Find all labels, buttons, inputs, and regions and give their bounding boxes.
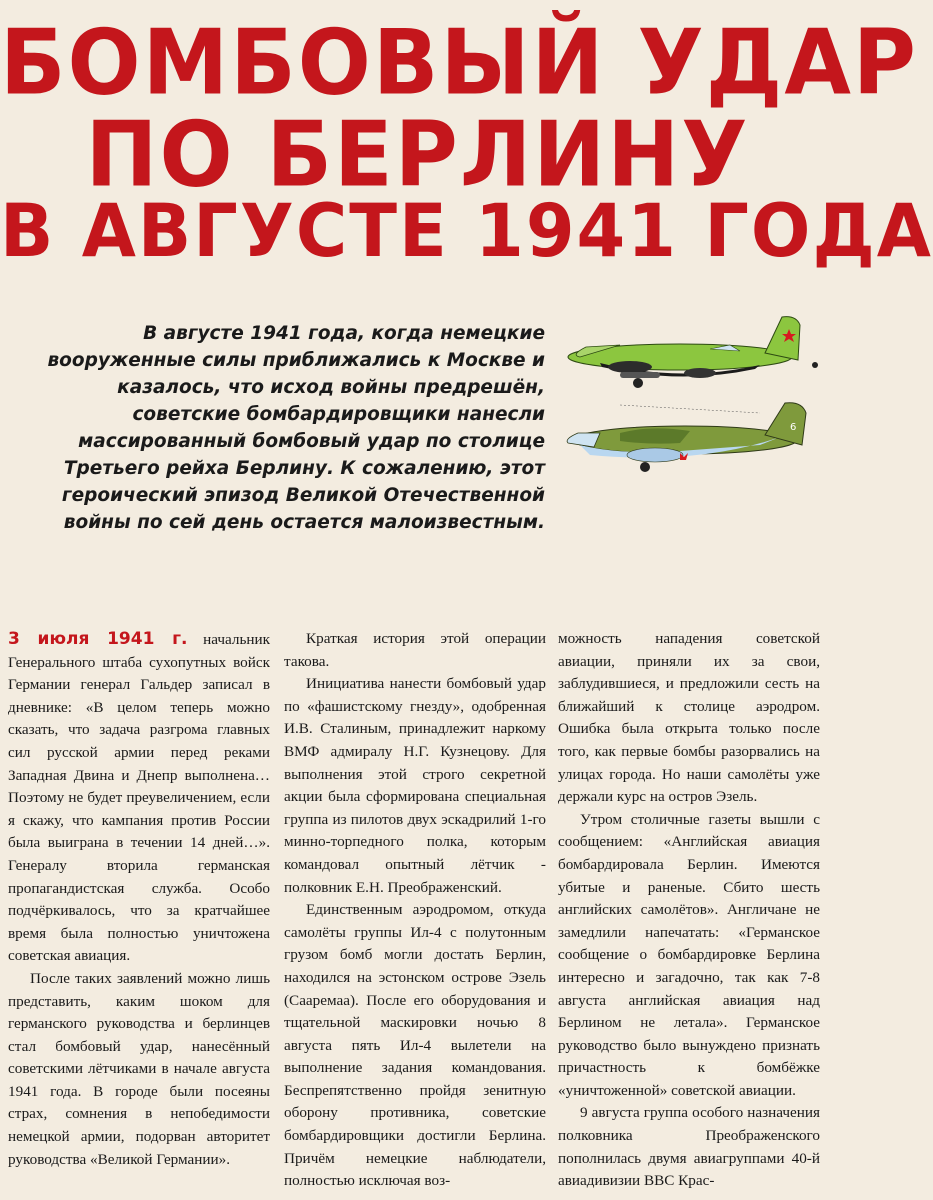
headline-line-1: БОМБОВЫЙ УДАР — [0, 10, 918, 116]
article-column-2 — [284, 628, 546, 1193]
headline-line-3: В АВГУСТЕ 1941 ГОДА — [0, 187, 933, 274]
paragraph: После таких заявлений можно лишь представить, каким шоком для германского руководства и берлинцев стал бомбовый удар, нанесённый советскими лётчиками в начале августа 1941 года. В городе были посеяны страх, сомнения в непобедимости немецкой армии, подорван авторитет руководства «Великой Германии». — [8, 969, 270, 1168]
headline-line-2: ПО БЕРЛИНУ — [85, 102, 750, 208]
paragraph-text: начальник Генерального штаба сухопутных войск Германии генерал Гальдер записал в дневнике: «В целом теперь можно сказать, что задача разгрома главных сил русской армии перед реками Западная Двина и Днепр выполнена… Поэтому не будет преувеличением, если я скажу, что кампания против России была выиграна в течении 14 дней…». Генералу вторила германская пропагандистская служба. Особо подчёркивалось, что за кратчайшее время была полностью уничтожена советская авиация. — [8, 631, 271, 965]
paragraph: Краткая история этой операции такова. — [284, 630, 546, 670]
paragraph: можность нападения советской авиации, приняли их за свои, заблудившиеся, и предложили сесть на ближайший к столице аэродром. Ошибка была открыта только после того, как первые бомбы разорвались на улицах города. Но наши самолёты уже держали курс на остров Эзель. — [558, 630, 820, 806]
lead-paragraph: В августе 1941 года, когда немецкие вооруженные силы приближались к Москве и казалось, что исход войны предрешён, советские бомбардировщики нанесли массированный бомбовый удар по столице Третьего рейха Берлину. К сожалению, этот героический эпизод Великой Отечественной войны по сей день остается малоизвестным. — [47, 323, 545, 533]
paragraph — [8, 628, 270, 968]
paragraph: Утром столичные газеты вышли с сообщением: «Английская авиация бомбардировала Берлин. Имеются убитые и раненые. Сбито шесть английских самолётов». Англичане не замедлили напечатать: «Германское сообщение о бомбардировке Берлина интересно и загадочно, так как 7-8 августа английская авиация над Берлином не летала». Германское руководство было вынуждено признать причастность к бомбёжке «уничтоженной» советской авиации. — [558, 810, 820, 1099]
bomber-illustration — [560, 305, 825, 485]
article-body — [8, 628, 828, 1200]
article-column-3 — [558, 628, 820, 1193]
paragraph: Единственным аэродромом, откуда самолёты группы Ил-4 с полутонным грузом бомб могли достать Берлин, находился на эстонском острове Эзель (Сааремаа). После его оборудования и тщательной маскировки ночью 8 августа пять Ил-4 вылетели на выполнение задания командования. Беспрепятственно пройдя зенитную оборону противника, советские бомбардировщики достигли Берлина. Причём немецкие наблюдатели, полностью исключая воз- — [284, 901, 546, 1190]
db-3-bomber-icon — [567, 403, 806, 472]
date-lead: 3 июля 1941 г. — [8, 629, 188, 649]
svg-text:6: 6 — [790, 422, 797, 433]
article-column-1 — [8, 628, 270, 1171]
paragraph: 9 августа группа особого назначения полковника Преображенского пополнилась двумя авиагруппами 40-й авиадивизии ВВС Крас- — [558, 1104, 820, 1190]
il-4-bomber-icon — [568, 317, 818, 388]
paragraph: Инициатива нанести бомбовый удар по «фашистскому гнезду», одобренная И.В. Сталиным, принадлежит наркому ВМФ адмиралу Н.Г. Кузнецову. Для выполнения этой строго секретной акции была сформирована специальная группа из пилотов двух эскадрилий 1-го минно-торпедного полка, которым командовал опытный лётчик - полковник Е.Н. Преображенский. — [284, 675, 546, 896]
